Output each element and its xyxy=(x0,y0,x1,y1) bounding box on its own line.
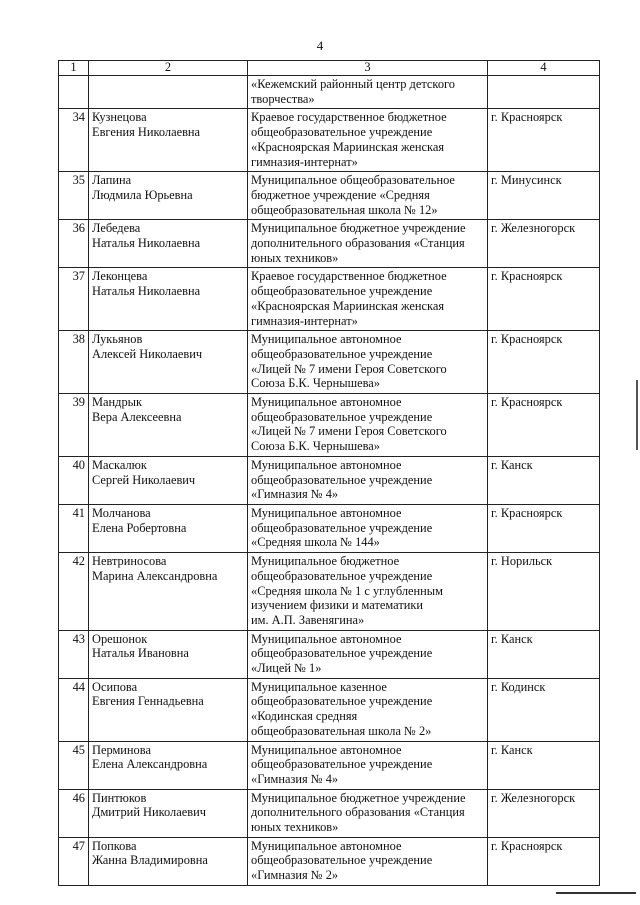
organization-line: Муниципальное общеобразовательное xyxy=(251,173,455,188)
organization-line: общеобразовательное учреждение xyxy=(251,646,433,661)
organization-line: Муниципальное автономное xyxy=(251,457,402,472)
given-name: Наталья Ивановна xyxy=(92,646,189,661)
organization-line: общеобразовательное учреждение xyxy=(251,472,433,487)
table-body xyxy=(59,76,600,886)
table-cell xyxy=(488,76,600,109)
surname: Мандрык xyxy=(92,395,142,410)
table-row xyxy=(59,220,600,268)
footer-rule xyxy=(556,892,636,894)
city-cell: г. Красноярск xyxy=(488,504,600,552)
organization-cell xyxy=(248,504,488,552)
organization-line: им. А.П. Завенягина» xyxy=(251,612,365,627)
organization-line: «Красноярская Мариинская женская xyxy=(251,139,445,154)
organization-line: «Кодинская средняя xyxy=(251,709,358,724)
table-row xyxy=(59,172,600,220)
given-name: Людмила Юрьевна xyxy=(92,187,193,202)
organization-line: Союза Б.К. Чернышева» xyxy=(251,439,381,454)
city-cell: г. Канск xyxy=(488,456,600,504)
surname: Пинтюков xyxy=(92,790,147,805)
table-row xyxy=(59,394,600,457)
surname: Лукьянов xyxy=(92,332,143,347)
organization-cell xyxy=(248,630,488,678)
given-name: Наталья Николаевна xyxy=(92,236,201,251)
row-number: 37 xyxy=(59,268,89,331)
organization-line: «Кежемский районный центр детского xyxy=(251,77,455,91)
table-row xyxy=(59,504,600,552)
header-row xyxy=(59,61,600,76)
organization-line: Муниципальное автономное xyxy=(251,332,402,347)
organization-cell xyxy=(248,678,488,741)
organization-cell xyxy=(248,553,488,631)
table-row xyxy=(59,268,600,331)
organization-line: общеобразовательное учреждение xyxy=(251,284,433,299)
row-number: 35 xyxy=(59,172,89,220)
organization-cell xyxy=(248,172,488,220)
city-cell: г. Минусинск xyxy=(488,172,600,220)
city-cell: г. Железногорск xyxy=(488,220,600,268)
scan-edge-mark xyxy=(636,380,638,450)
organization-cell xyxy=(248,76,488,109)
organization-line: изучением физики и математики xyxy=(251,598,424,613)
organization-cell xyxy=(248,268,488,331)
given-name: Наталья Николаевна xyxy=(92,284,201,299)
organization-line: «Средняя школа № 144» xyxy=(251,535,380,550)
surname: Попкова xyxy=(92,838,137,853)
row-number: 45 xyxy=(59,741,89,789)
organization-line: гимназия-интернат» xyxy=(251,313,358,328)
column-header-name: 2 xyxy=(89,61,248,76)
name-cell xyxy=(89,394,248,457)
row-number: 40 xyxy=(59,456,89,504)
row-number: 39 xyxy=(59,394,89,457)
row-number: 47 xyxy=(59,837,89,885)
table-cell xyxy=(89,76,248,109)
city-cell: г. Красноярск xyxy=(488,837,600,885)
surname: Лапина xyxy=(92,173,132,188)
table-row xyxy=(59,837,600,885)
column-header-city: 4 xyxy=(488,61,600,76)
organization-cell xyxy=(248,456,488,504)
organization-line: дополнительного образования «Станция xyxy=(251,236,465,251)
organization-line: Муниципальное бюджетное xyxy=(251,554,400,569)
surname: Невтриносова xyxy=(92,554,167,569)
organization-line: Муниципальное бюджетное учреждение xyxy=(251,221,466,236)
given-name: Елена Александровна xyxy=(92,757,208,772)
organization-line: общеобразовательное учреждение xyxy=(251,694,433,709)
row-number: 42 xyxy=(59,553,89,631)
organization-line: юных техников» xyxy=(251,820,339,835)
organization-line: Краевое государственное бюджетное xyxy=(251,110,447,125)
table-row xyxy=(59,741,600,789)
city-cell: г. Красноярск xyxy=(488,109,600,172)
name-cell xyxy=(89,837,248,885)
organization-line: «Гимназия № 2» xyxy=(251,868,339,883)
organization-line: общеобразовательное учреждение xyxy=(251,853,433,868)
row-number: 38 xyxy=(59,331,89,394)
name-cell xyxy=(89,553,248,631)
surname: Леконцева xyxy=(92,269,148,284)
organization-line: Муниципальное автономное xyxy=(251,838,402,853)
table-row xyxy=(59,630,600,678)
organization-line: гимназия-интернат» xyxy=(251,154,358,169)
city-cell: г. Красноярск xyxy=(488,394,600,457)
name-cell xyxy=(89,456,248,504)
organization-line: Краевое государственное бюджетное xyxy=(251,269,447,284)
given-name: Дмитрий Николаевич xyxy=(92,805,206,820)
organization-cell xyxy=(248,837,488,885)
organization-line: Муниципальное автономное xyxy=(251,395,402,410)
name-cell xyxy=(89,741,248,789)
organization-line: Муниципальное бюджетное учреждение xyxy=(251,790,466,805)
name-cell xyxy=(89,220,248,268)
organization-line: «Красноярская Мариинская женская xyxy=(251,298,445,313)
surname: Молчанова xyxy=(92,505,151,520)
surname: Осипова xyxy=(92,679,138,694)
organization-line: юных техников» xyxy=(251,250,339,265)
page-number: 4 xyxy=(316,38,324,53)
organization-line: «Гимназия № 4» xyxy=(251,771,339,786)
organization-cell xyxy=(248,789,488,837)
surname: Лебедева xyxy=(92,221,141,236)
organization-line: общеобразовательная школа № 2» xyxy=(251,723,432,738)
table-row xyxy=(59,789,600,837)
given-name: Жанна Владимировна xyxy=(92,853,208,868)
row-number: 34 xyxy=(59,109,89,172)
row-number: 43 xyxy=(59,630,89,678)
city-cell: г. Кодинск xyxy=(488,678,600,741)
organization-line: дополнительного образования «Станция xyxy=(251,805,465,820)
organization-line: Муниципальное автономное xyxy=(251,505,402,520)
name-cell xyxy=(89,172,248,220)
given-name: Вера Алексеевна xyxy=(92,409,182,424)
given-name: Евгения Николаевна xyxy=(92,125,201,140)
organization-line: общеобразовательное учреждение xyxy=(251,520,433,535)
organization-line: «Лицей № 7 имени Героя Советского xyxy=(251,361,447,376)
participants-table xyxy=(58,60,600,886)
surname: Орешонок xyxy=(92,631,148,646)
organization-line: «Средняя школа № 1 с углубленным xyxy=(251,583,443,598)
given-name: Алексей Николаевич xyxy=(92,346,203,361)
row-number: 44 xyxy=(59,678,89,741)
organization-line: бюджетное учреждение «Средняя xyxy=(251,187,430,202)
name-cell xyxy=(89,678,248,741)
given-name: Евгения Геннадьевна xyxy=(92,694,204,709)
organization-line: «Лицей № 7 имени Героя Советского xyxy=(251,424,447,439)
surname: Перминова xyxy=(92,742,151,757)
organization-line: общеобразовательное учреждение xyxy=(251,125,433,140)
continuation-row xyxy=(59,76,600,109)
name-cell xyxy=(89,630,248,678)
name-cell xyxy=(89,504,248,552)
organization-line: общеобразовательное учреждение xyxy=(251,346,433,361)
organization-cell xyxy=(248,394,488,457)
organization-line: Муниципальное казенное xyxy=(251,679,387,694)
given-name: Елена Робертовна xyxy=(92,520,187,535)
organization-line: творчества» xyxy=(251,91,315,106)
city-cell: г. Норильск xyxy=(488,553,600,631)
organization-cell xyxy=(248,331,488,394)
name-cell xyxy=(89,109,248,172)
table-row xyxy=(59,331,600,394)
organization-line: Союза Б.К. Чернышева» xyxy=(251,376,381,391)
city-cell: г. Железногорск xyxy=(488,789,600,837)
organization-cell xyxy=(248,741,488,789)
row-number: 46 xyxy=(59,789,89,837)
surname: Кузнецова xyxy=(92,110,147,125)
table-row xyxy=(59,678,600,741)
organization-line: Муниципальное автономное xyxy=(251,631,402,646)
organization-line: общеобразовательное учреждение xyxy=(251,568,433,583)
city-cell: г. Красноярск xyxy=(488,331,600,394)
given-name: Сергей Николаевич xyxy=(92,472,196,487)
column-header-organization: 3 xyxy=(248,61,488,76)
organization-cell xyxy=(248,220,488,268)
organization-line: общеобразовательное учреждение xyxy=(251,757,433,772)
column-header-number: 1 xyxy=(59,61,89,76)
organization-line: «Лицей № 1» xyxy=(251,661,322,676)
table-row xyxy=(59,109,600,172)
name-cell xyxy=(89,789,248,837)
given-name: Марина Александровна xyxy=(92,568,218,583)
organization-line: «Гимназия № 4» xyxy=(251,487,339,502)
name-cell xyxy=(89,331,248,394)
table-cell xyxy=(59,76,89,109)
city-cell: г. Канск xyxy=(488,741,600,789)
row-number: 36 xyxy=(59,220,89,268)
organization-line: общеобразовательное учреждение xyxy=(251,409,433,424)
city-cell: г. Красноярск xyxy=(488,268,600,331)
organization-line: общеобразовательная школа № 12» xyxy=(251,202,438,217)
name-cell xyxy=(89,268,248,331)
organization-cell xyxy=(248,109,488,172)
surname: Маскалюк xyxy=(92,457,147,472)
city-cell: г. Канск xyxy=(488,630,600,678)
table-row xyxy=(59,456,600,504)
table-row xyxy=(59,553,600,631)
organization-line: Муниципальное автономное xyxy=(251,742,402,757)
row-number: 41 xyxy=(59,504,89,552)
